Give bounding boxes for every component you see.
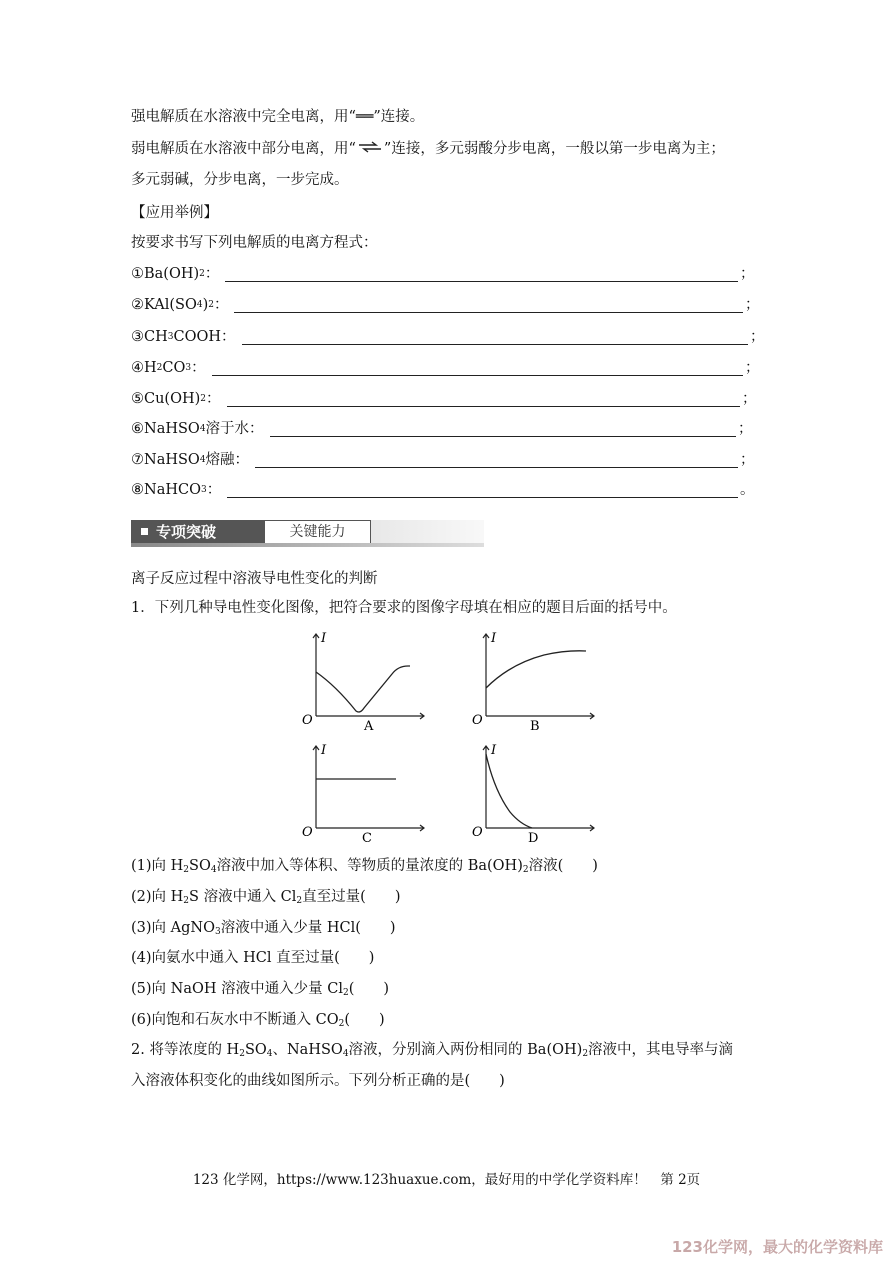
text-part: 溶液，分别滴入两份相同的 Ba(OH) [348, 1042, 583, 1058]
item-number: ③ [131, 329, 144, 345]
sub-question [131, 1010, 385, 1034]
formula-part: Cu(OH) [144, 391, 201, 407]
formula-subscript: 4 [210, 865, 217, 875]
text-part: 溶液中，其电导率与滴 [588, 1042, 734, 1058]
formula-part: H [144, 360, 157, 376]
question-2-line-2: 入溶液体积变化的曲线如图所示。下列分析正确的是( ) [131, 1073, 505, 1089]
equation-item [131, 327, 765, 347]
banner-left-text: 专项突破 [156, 523, 217, 541]
question-1-stem: 1．下列几种导电性变化图像，把符合要求的图像字母填在相应的题目后面的括号中。 [131, 600, 677, 616]
text-part: SO [189, 858, 211, 874]
formula-subscript: 2 [239, 1049, 245, 1059]
end-punctuation: ； [745, 360, 760, 376]
answer-blank[interactable] [212, 361, 743, 376]
section-banner [131, 517, 484, 547]
answer-blank[interactable] [255, 453, 738, 468]
intro-weak-line-2: 多元弱碱，分步电离，一步完成。 [131, 172, 349, 188]
sub-question [131, 948, 374, 968]
answer-blank[interactable] [270, 422, 736, 437]
formula-part: CH [144, 329, 168, 345]
item-number: ⑤ [131, 391, 144, 407]
end-punctuation: ； [740, 452, 755, 468]
intro-weak-line [131, 139, 725, 159]
text-part: (6)向饱和石灰水中不断通入 CO [131, 1012, 339, 1028]
text-part: 溶液( ) [528, 858, 598, 874]
formula-part: KAl(SO [144, 297, 197, 313]
formula-subscript: 2 [342, 988, 349, 998]
intro-strong-line [131, 107, 424, 127]
item-number: ⑦ [131, 452, 144, 468]
formula-part: Ba(OH) [144, 266, 200, 282]
formula-subscript: 4 [266, 1049, 273, 1059]
formula-subscript: 2 [522, 865, 529, 875]
intro-weak-text-b: ”连接，多元弱酸分步电离，一般以第一步电离为主； [383, 141, 725, 157]
formula-subscript: 4 [199, 455, 206, 465]
text-part: 溶液中加入等体积、等物质的量浓度的 Ba(OH) [216, 858, 523, 874]
intro-strong-text-a: 强电解质在水溶液中完全电离，用“ [131, 109, 356, 125]
graph-a [300, 628, 430, 736]
page-footer: 123 化学网，https://www.123huaxue.com，最好用的中学化学资料库！ 第 2页 [192, 1172, 701, 1188]
formula-part: COOH [173, 329, 221, 345]
answer-blank[interactable] [242, 330, 749, 345]
section-title: 离子反应过程中溶液导电性变化的判断 [131, 571, 378, 587]
end-punctuation: ； [750, 329, 765, 345]
formula-subscript: 2 [183, 865, 190, 875]
item-number: ⑥ [131, 421, 144, 437]
answer-blank[interactable] [227, 392, 740, 407]
formula-subscript: 2 [200, 394, 207, 404]
answer-blank[interactable] [234, 298, 743, 313]
graph-b [470, 628, 600, 736]
colon: ： [206, 482, 222, 498]
apply-heading: 【应用举例】 [131, 205, 218, 221]
equation-item [131, 295, 760, 315]
end-punctuation: 。 [740, 482, 755, 498]
end-punctuation: ； [742, 391, 757, 407]
text-part: (3)向 AgNO [131, 920, 215, 936]
sub-question [131, 856, 598, 880]
equation-item [131, 450, 755, 470]
answer-blank[interactable] [225, 267, 738, 282]
sub-question [131, 918, 396, 942]
banner-label-secondary: 关键能力 [264, 520, 371, 544]
formula-part: CO [162, 360, 186, 376]
answer-blank[interactable] [227, 483, 738, 498]
text-part: ( ) [348, 981, 390, 997]
banner-label-primary [131, 520, 264, 544]
equation-item [131, 358, 760, 378]
formula-subscript: 4 [196, 300, 203, 310]
formula-subscript: 3 [200, 485, 207, 495]
intro-strong-text-b: ”连接。 [373, 109, 425, 125]
formula-condition: 熔融 [205, 452, 235, 468]
text-part: (1)向 H [131, 858, 184, 874]
text-part: 溶液中通入少量 HCl( ) [220, 920, 396, 936]
colon: ： [249, 421, 264, 437]
origin-label: O [302, 825, 313, 840]
formula-subscript: 4 [199, 424, 206, 434]
origin-label: O [472, 825, 483, 840]
colon: ： [213, 297, 229, 313]
formula-subscript: 3 [214, 927, 221, 937]
formula-condition: 溶于水 [205, 421, 250, 437]
formula-subscript: 2 [338, 1019, 345, 1029]
item-number: ⑧ [131, 482, 144, 498]
graph-label: A [364, 719, 374, 734]
end-punctuation: ； [738, 421, 753, 437]
banner-underline [131, 543, 484, 547]
sub-question [131, 887, 400, 911]
end-punctuation: ； [745, 297, 760, 313]
formula-part: NaHCO [144, 482, 201, 498]
colon: ： [206, 391, 221, 407]
square-icon [141, 528, 148, 535]
colon: ： [234, 452, 250, 468]
formula-subscript: 4 [342, 1049, 349, 1059]
item-number: ① [131, 266, 144, 282]
colon: ： [204, 266, 220, 282]
axis-y-label: I [321, 631, 327, 646]
text-part: (5)向 NaOH 溶液中通入少量 Cl [131, 981, 343, 997]
graph-c [300, 740, 430, 848]
intro-weak-text-a: 弱电解质在水溶液中部分电离，用“ [131, 141, 356, 157]
equation-item [131, 264, 755, 284]
reversible-arrow-icon [356, 139, 384, 155]
origin-label: O [302, 713, 313, 728]
colon: ： [221, 329, 236, 345]
text-part: SO [244, 1042, 267, 1058]
formula-part: ) [202, 297, 209, 313]
text-part: 2. 将等浓度的 H [131, 1042, 240, 1058]
equation-item [131, 389, 757, 409]
formula-subscript: 2 [582, 1049, 589, 1059]
formula-subscript: 2 [296, 896, 303, 906]
graph-d [470, 740, 600, 848]
formula-subscript: 2 [183, 896, 190, 906]
text-part: ( ) [344, 1012, 385, 1028]
text-part: 、NaHSO [272, 1042, 343, 1058]
formula-subscript: 2 [208, 300, 214, 310]
axis-y-label: I [321, 743, 327, 758]
graph-label: C [362, 831, 372, 846]
end-punctuation: ； [740, 266, 755, 282]
apply-prompt: 按要求书写下列电解质的电离方程式： [131, 235, 378, 251]
formula-part: NaHSO [144, 452, 200, 468]
equation-item [131, 419, 753, 439]
question-2-line-1 [131, 1040, 733, 1064]
text-part: S 溶液中通入 Cl [189, 889, 297, 905]
formula-subscript: 3 [185, 363, 192, 373]
origin-label: O [472, 713, 483, 728]
item-number: ② [131, 297, 144, 313]
item-number: ④ [131, 360, 144, 376]
banner-fade-top [371, 520, 484, 543]
watermark: 123化学网，最大的化学资料库 [671, 1238, 883, 1256]
graph-label: B [530, 719, 540, 734]
text-part: (2)向 H [131, 889, 184, 905]
axis-y-label: I [491, 631, 497, 646]
axis-y-label: I [491, 743, 497, 758]
formula-subscript: 2 [156, 363, 163, 373]
equals-symbol: ══ [355, 109, 374, 125]
equation-item [131, 480, 755, 500]
formula-subscript: 3 [167, 332, 174, 342]
text-part: (4)向氨水中通入 HCl 直至过量( ) [131, 950, 375, 966]
formula-part: NaHSO [144, 421, 200, 437]
colon: ： [191, 360, 206, 376]
formula-subscript: 2 [199, 269, 205, 279]
sub-question [131, 979, 389, 1003]
text-part: 直至过量( ) [302, 889, 401, 905]
graph-label: D [528, 831, 539, 846]
